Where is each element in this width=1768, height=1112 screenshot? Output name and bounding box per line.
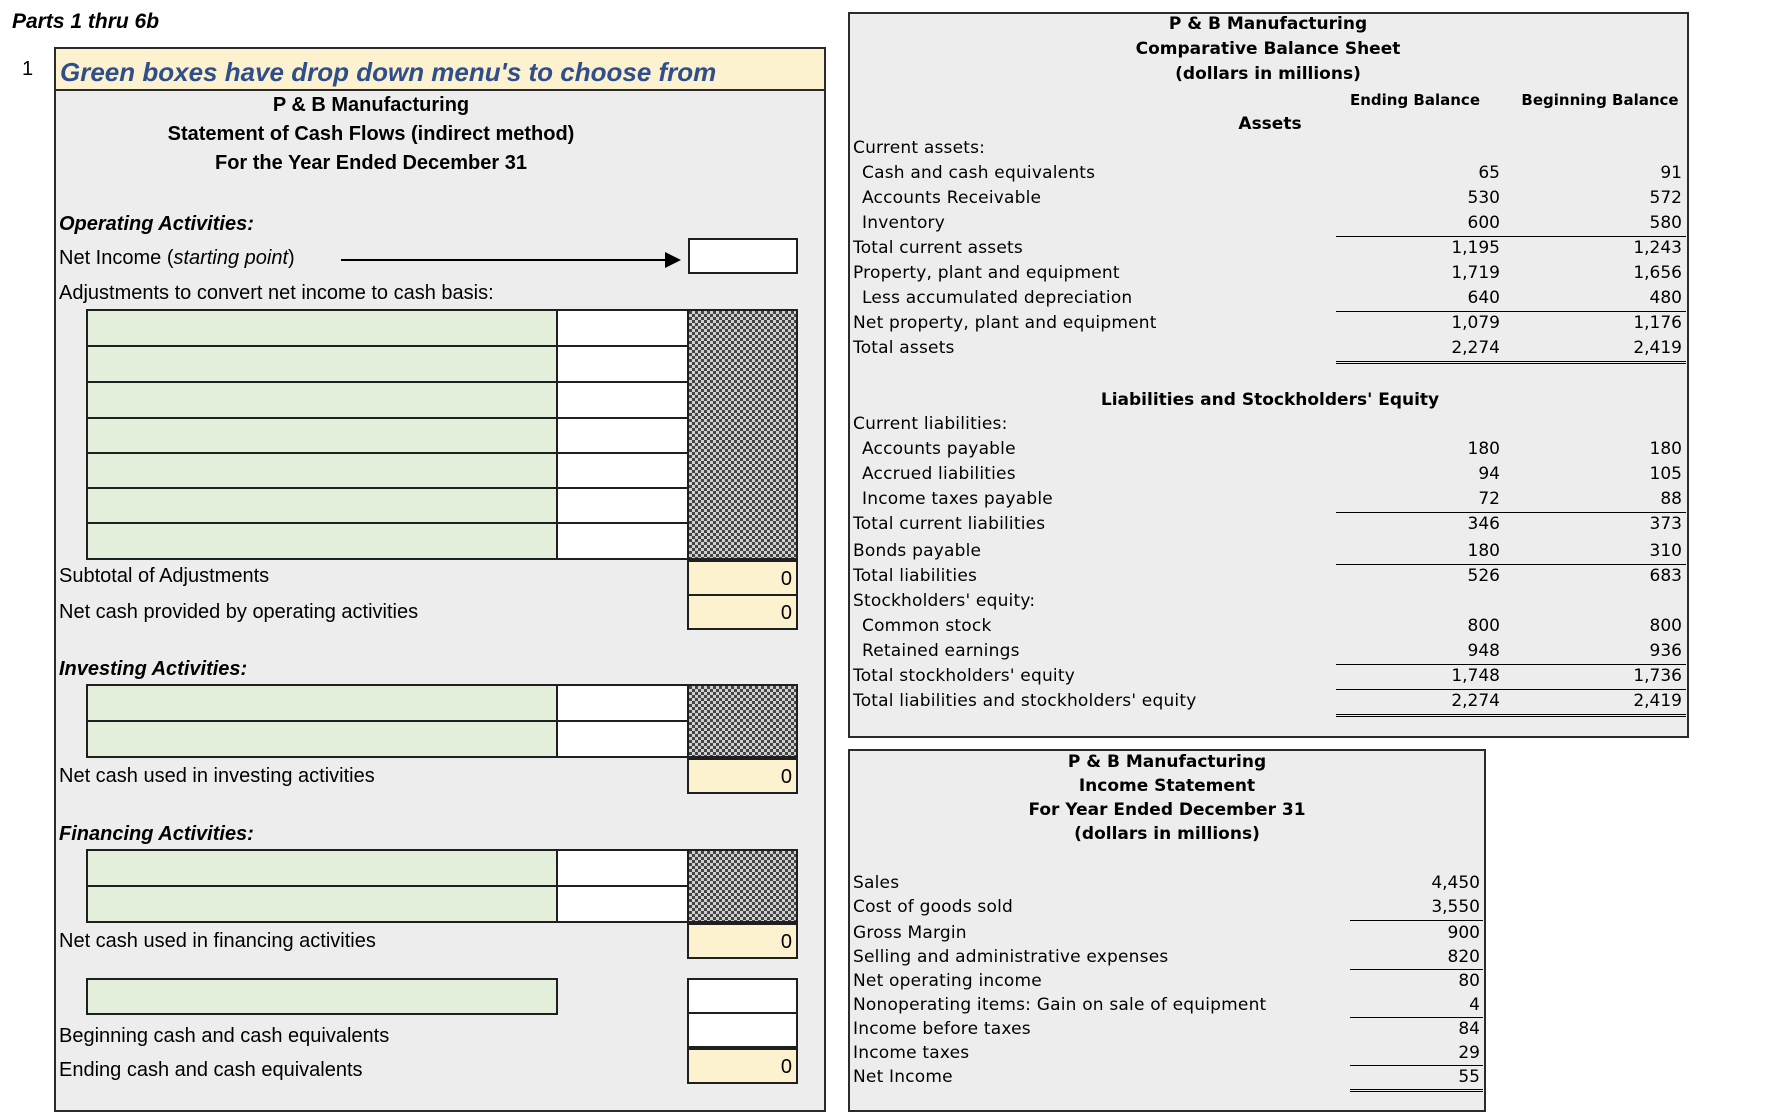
bs-row-label: Less accumulated depreciation	[862, 288, 1133, 308]
is-period: For Year Ended December 31	[1028, 800, 1306, 820]
operating-heading: Operating Activities:	[59, 213, 254, 235]
bs-beginning-value: 936	[1649, 641, 1682, 661]
arrow-right-icon	[665, 252, 681, 268]
is-value: 29	[1458, 1043, 1480, 1063]
bs-beginning-value: 2,419	[1633, 691, 1682, 711]
adjustment-dropdown-4[interactable]	[86, 417, 558, 455]
investing-dropdown-2[interactable]	[86, 720, 558, 758]
is-row-label: Selling and administrative expenses	[853, 947, 1169, 967]
is-value: 84	[1458, 1019, 1480, 1039]
bs-ending-value: 1,719	[1451, 263, 1500, 283]
bs-ending-value: 526	[1467, 566, 1500, 586]
instruction-text: Green boxes have drop down menu's to choose from	[60, 57, 717, 87]
net-change-dropdown[interactable]	[86, 978, 558, 1015]
col-ending-balance: Ending Balance	[1349, 91, 1480, 109]
investing-hatched-block	[687, 684, 798, 758]
adjustments-label: Adjustments to convert net income to cash basis:	[59, 282, 494, 304]
subtotal-value: 0	[687, 560, 798, 596]
bs-row-label: Total current liabilities	[853, 514, 1046, 534]
adjustment-dropdown-5[interactable]	[86, 452, 558, 490]
is-row-label: Cost of goods sold	[853, 897, 1014, 917]
bs-ending-value: 180	[1467, 439, 1500, 459]
financing-dropdown-1[interactable]	[86, 849, 558, 887]
bs-ending-value: 800	[1467, 616, 1500, 636]
bs-row-label: Inventory	[862, 213, 945, 233]
financing-heading: Financing Activities:	[59, 823, 254, 845]
adjustment-dropdown-3[interactable]	[86, 381, 558, 419]
adjustment-dropdown-1[interactable]	[86, 309, 558, 347]
bs-row-label: Common stock	[862, 616, 992, 636]
bs-company: P & B Manufacturing	[1168, 14, 1368, 34]
bs-row-label: Property, plant and equipment	[853, 263, 1120, 283]
bs-row-label: Net property, plant and equipment	[853, 313, 1157, 333]
bs-row-label: Accrued liabilities	[862, 464, 1016, 484]
cf-company: P & B Manufacturing	[272, 94, 470, 116]
adjustment-dropdown-2[interactable]	[86, 345, 558, 383]
bs-ending-value: 180	[1467, 541, 1500, 561]
is-row-label: Sales	[853, 873, 900, 893]
bs-row-label: Total liabilities	[853, 566, 978, 586]
cf-statement-title: Statement of Cash Flows (indirect method)	[167, 123, 575, 145]
net-financing-value: 0	[687, 923, 798, 959]
net-financing-label: Net cash used in financing activities	[59, 930, 376, 952]
net-income-label: Net Income (starting point)	[59, 247, 295, 269]
bs-beginning-value: 310	[1649, 541, 1682, 561]
beginning-cash-label: Beginning cash and cash equivalents	[59, 1025, 390, 1047]
is-value: 4,450	[1431, 873, 1480, 893]
is-company: P & B Manufacturing	[1067, 752, 1267, 772]
financing-amount-1[interactable]	[556, 849, 689, 887]
subtotal-label: Subtotal of Adjustments	[59, 565, 270, 587]
is-row-label: Income before taxes	[853, 1019, 1031, 1039]
bs-ending-value: 600	[1467, 213, 1500, 233]
net-operating-label: Net cash provided by operating activities	[59, 601, 419, 623]
bs-beginning-value: 580	[1649, 213, 1682, 233]
bs-beginning-value: 373	[1649, 514, 1682, 534]
bs-ending-value: 346	[1467, 514, 1500, 534]
is-row-label: Gross Margin	[853, 923, 967, 943]
bs-row-label: Stockholders' equity:	[853, 591, 1036, 611]
is-value: 820	[1447, 947, 1480, 967]
financing-amount-2[interactable]	[556, 885, 689, 923]
bs-ending-value: 72	[1478, 489, 1500, 509]
is-value: 4	[1469, 995, 1480, 1015]
is-value: 55	[1458, 1067, 1480, 1087]
bs-ending-value: 1,195	[1451, 238, 1500, 258]
bs-row-label: Current liabilities:	[853, 414, 1008, 434]
underline	[1350, 920, 1483, 921]
investing-dropdown-1[interactable]	[86, 684, 558, 722]
parts-title: Parts 1 thru 6b	[12, 10, 160, 33]
ending-cash-label: Ending cash and cash equivalents	[59, 1059, 363, 1081]
investing-heading: Investing Activities:	[59, 658, 248, 680]
cf-period: For the Year Ended December 31	[215, 152, 527, 174]
adjustment-dropdown-7[interactable]	[86, 522, 558, 560]
arrow-line	[341, 259, 671, 261]
bs-beginning-value: 1,176	[1633, 313, 1682, 333]
financing-dropdown-2[interactable]	[86, 885, 558, 923]
bs-beginning-value: 91	[1660, 163, 1682, 183]
bs-row-label: Retained earnings	[862, 641, 1020, 661]
adjustment-dropdown-6[interactable]	[86, 487, 558, 525]
adjustment-amount-5[interactable]	[556, 452, 689, 490]
bs-beginning-value: 1,656	[1633, 263, 1682, 283]
bs-ending-value: 2,274	[1451, 338, 1500, 358]
double-underline	[1336, 714, 1686, 717]
bs-beginning-value: 1,736	[1633, 666, 1682, 686]
bs-beginning-value: 88	[1660, 489, 1682, 509]
bs-row-label: Total liabilities and stockholders' equity	[853, 691, 1197, 711]
bs-beginning-value: 180	[1649, 439, 1682, 459]
bs-title: Comparative Balance Sheet	[1135, 39, 1401, 59]
bs-beginning-value: 800	[1649, 616, 1682, 636]
investing-amount-2[interactable]	[556, 720, 689, 758]
beginning-cash-input[interactable]	[687, 1012, 798, 1048]
bs-row-label: Current assets:	[853, 138, 986, 158]
bs-row-label: Total assets	[853, 338, 955, 358]
net-operating-value: 0	[687, 594, 798, 630]
is-value: 3,550	[1431, 897, 1480, 917]
bs-ending-value: 640	[1467, 288, 1500, 308]
is-units: (dollars in millions)	[1074, 824, 1260, 844]
bs-ending-value: 94	[1478, 464, 1500, 484]
net-change-value[interactable]	[687, 978, 798, 1014]
adjustment-amount-3[interactable]	[556, 381, 689, 419]
adjustment-amount-6[interactable]	[556, 487, 689, 525]
bs-ending-value: 530	[1467, 188, 1500, 208]
bs-beginning-value: 572	[1649, 188, 1682, 208]
bs-row-label: Accounts Receivable	[862, 188, 1042, 208]
bs-row-label: Cash and cash equivalents	[862, 163, 1096, 183]
bs-ending-value: 1,748	[1451, 666, 1500, 686]
adjustment-amount-7[interactable]	[556, 522, 689, 560]
row-number: 1	[22, 58, 34, 80]
bs-beginning-value: 105	[1649, 464, 1682, 484]
is-value: 80	[1458, 971, 1480, 991]
bs-row-label: Total current assets	[853, 238, 1023, 258]
bs-ending-value: 2,274	[1451, 691, 1500, 711]
net-investing-value: 0	[687, 758, 798, 794]
is-row-label: Income taxes	[853, 1043, 970, 1063]
is-row-label: Net operating income	[853, 971, 1042, 991]
bs-ending-value: 1,079	[1451, 313, 1500, 333]
is-title: Income Statement	[1078, 776, 1256, 796]
net-investing-label: Net cash used in investing activities	[59, 765, 375, 787]
assets-heading: Assets	[1238, 114, 1302, 134]
is-value: 900	[1447, 923, 1480, 943]
bs-beginning-value: 683	[1649, 566, 1682, 586]
bs-row-label: Income taxes payable	[862, 489, 1053, 509]
bs-beginning-value: 480	[1649, 288, 1682, 308]
liabilities-heading: Liabilities and Stockholders' Equity	[1100, 390, 1440, 410]
net-income-input[interactable]	[688, 238, 798, 274]
bs-row-label: Bonds payable	[853, 541, 982, 561]
adjustment-amount-1[interactable]	[556, 309, 689, 347]
bs-row-label: Total stockholders' equity	[853, 666, 1075, 686]
ending-cash-value: 0	[687, 1048, 798, 1084]
is-row-label: Net Income	[853, 1067, 953, 1087]
bs-beginning-value: 1,243	[1633, 238, 1682, 258]
bs-ending-value: 65	[1478, 163, 1500, 183]
bs-beginning-value: 2,419	[1633, 338, 1682, 358]
adjustment-amount-2[interactable]	[556, 345, 689, 383]
is-row-label: Nonoperating items: Gain on sale of equipment	[853, 995, 1267, 1015]
financing-hatched-block	[687, 849, 798, 923]
bs-ending-value: 948	[1467, 641, 1500, 661]
col-beginning-balance: Beginning Balance	[1521, 91, 1679, 109]
adjustment-amount-4[interactable]	[556, 417, 689, 455]
operating-hatched-block	[687, 309, 798, 560]
double-underline	[1350, 1089, 1483, 1092]
bs-row-label: Accounts payable	[862, 439, 1016, 459]
investing-amount-1[interactable]	[556, 684, 689, 722]
double-underline	[1336, 361, 1686, 364]
bs-units: (dollars in millions)	[1175, 64, 1361, 84]
